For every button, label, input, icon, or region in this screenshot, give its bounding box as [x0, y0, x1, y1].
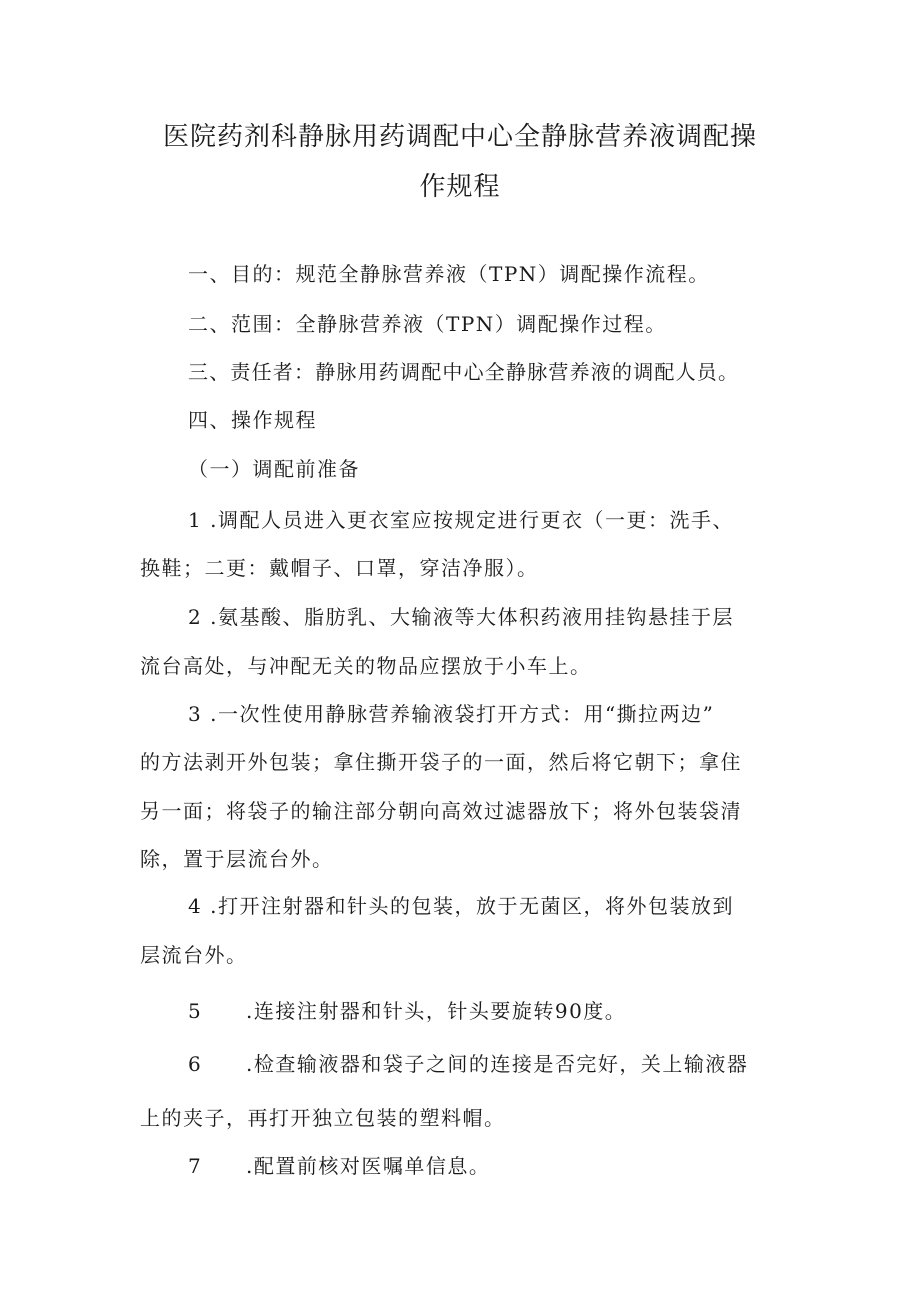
paragraph-3-line-1: 3 .一次性使用静脉营养输液袋打开方式：用“撕拉两边”: [188, 702, 715, 726]
paragraph-4-line-1: 4 .打开注射器和针头的包装，放于无菌区，将外包装放到: [188, 894, 734, 918]
paragraph-6-line-1: [188, 1048, 748, 1077]
paragraph-4-line-2: 层流台外。: [140, 943, 248, 967]
paragraph-7-text: .配置前核对医嘱单信息。: [246, 1154, 491, 1178]
paragraph-3-line-2: 的方法剥开外包装；拿住撕开袋子的一面，然后将它朝下；拿住: [140, 750, 742, 774]
subsection-preparation: （一）调配前准备: [188, 457, 360, 481]
paragraph-5-text: .连接注射器和针头，针头要旋转90度。: [246, 999, 627, 1023]
paragraph-6-text: .检查输液器和袋子之间的连接是否完好，关上输液器: [246, 1052, 749, 1076]
section-scope: 二、范围：全静脉营养液（TPN）调配操作过程。: [188, 312, 667, 336]
title-line-1: 医院药剂科静脉用药调配中心全静脉营养液调配操: [162, 122, 757, 152]
section-procedure: 四、操作规程: [188, 408, 317, 432]
paragraph-3-line-3: 另一面；将袋子的输注部分朝向高效过滤器放下；将外包装袋清: [140, 799, 742, 823]
paragraph-1-line-2: 换鞋；二更：戴帽子、口罩，穿洁净服）。: [140, 556, 539, 580]
paragraph-3-line-4: 除，置于层流台外。: [140, 847, 334, 871]
paragraph-2-line-1: 2 .氨基酸、脂肪乳、大输液等大体积药液用挂钩悬挂于层: [188, 605, 734, 629]
paragraph-5-number: 5: [188, 999, 203, 1023]
paragraph-5: [188, 995, 626, 1024]
section-purpose: 一、目的：规范全静脉营养液（TPN）调配操作流程。: [188, 262, 710, 286]
title-line-2: 作规程: [419, 172, 501, 202]
paragraph-2-line-2: 流台高处，与冲配无关的物品应摆放于小车上。: [140, 654, 592, 678]
section-responsible: 三、责任者：静脉用药调配中心全静脉营养液的调配人员。: [188, 360, 740, 384]
paragraph-7-number: 7: [188, 1154, 203, 1178]
paragraph-7: [188, 1150, 490, 1179]
document-title: [140, 112, 780, 212]
paragraph-6-line-2: 上的夹子，再打开独立包装的塑料帽。: [140, 1106, 506, 1130]
paragraph-1-line-1: 1 .调配人员进入更衣室应按规定进行更衣（一更：洗手、: [188, 508, 734, 532]
paragraph-6-number: 6: [188, 1052, 203, 1076]
